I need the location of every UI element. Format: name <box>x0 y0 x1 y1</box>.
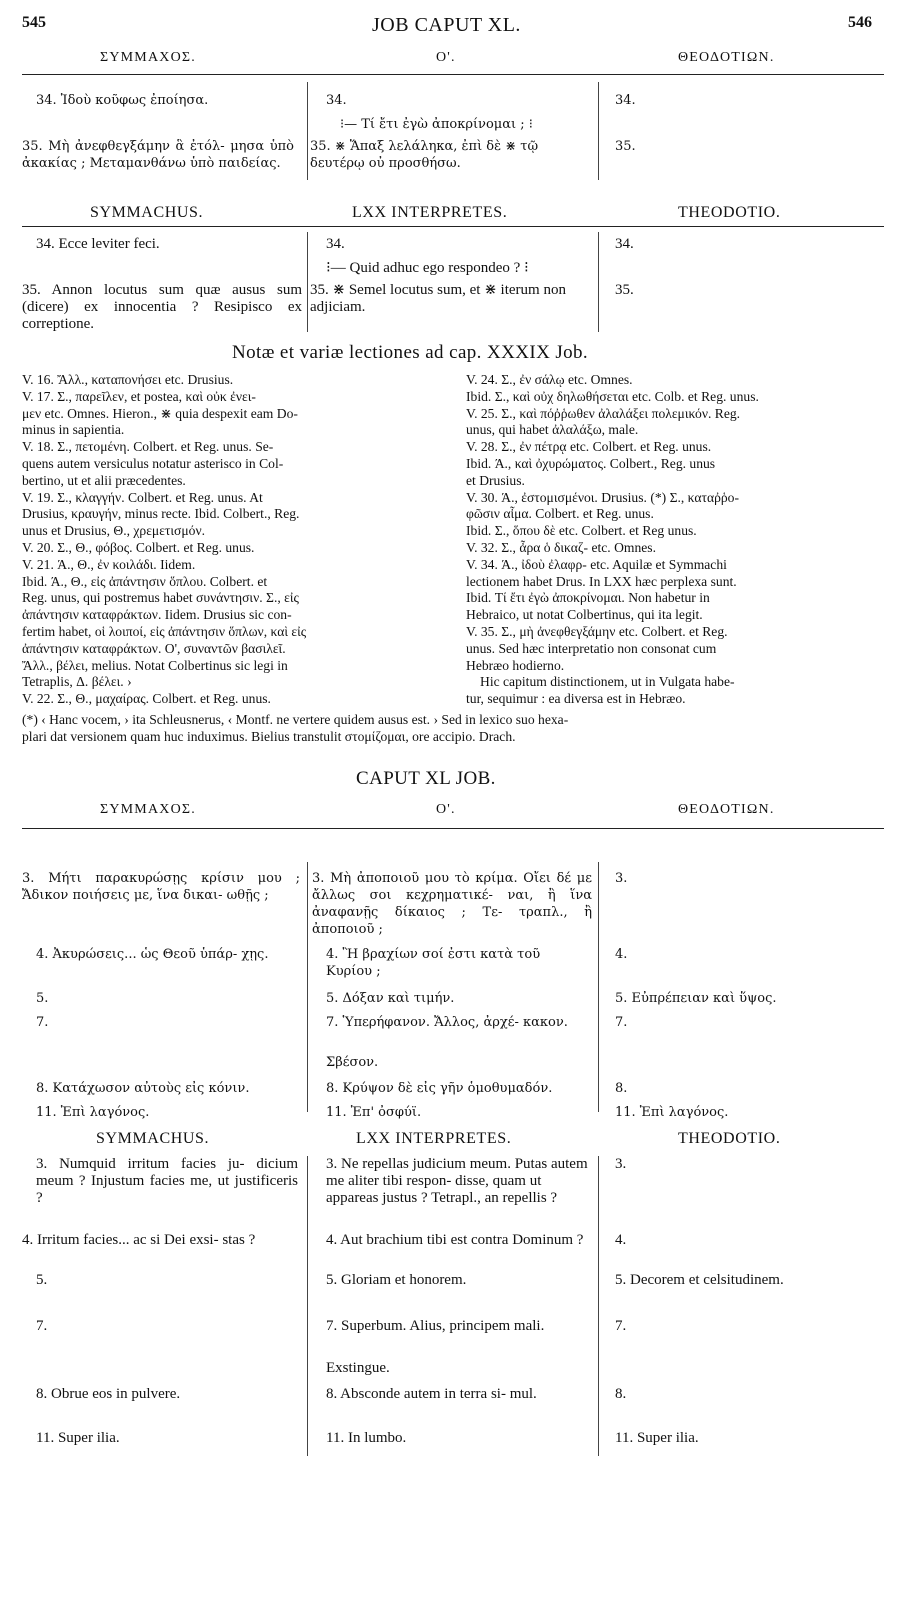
ch-verse-5-symmachus-greek: 5. <box>36 991 49 1006</box>
note-line: V. 22. Σ., Θ., μαχαίρας. Colbert. et Reg. unus. <box>22 691 271 707</box>
ch-verse-5-theodotion-latin: 5. Decorem et celsitudinem. <box>615 1272 784 1288</box>
page-number-left: 545 <box>22 14 46 31</box>
ch-verse-3-theodotion-greek: 3. <box>615 871 628 886</box>
ch-verse-4-lxx-latin: 4. Aut brachium tibi est contra Dominum ? <box>326 1232 584 1248</box>
col-head-theodotion-greek: ΘΕΟΔΟΤΙΩΝ. <box>678 802 775 817</box>
note-line: Hebraico, ut notat Colbertinus, qui ita legit. <box>466 607 703 623</box>
ch-verse-7-theodotion-greek: 7. <box>615 1015 628 1030</box>
verse-34-symmachus-latin: 34. Ecce leviter feci. <box>36 236 160 252</box>
verse-34-theodotion-latin: 34. <box>615 236 634 252</box>
ch-verse-11-theodotion-greek: 11. Ἐπὶ λαγόνος. <box>615 1105 729 1120</box>
ch-verse-4-symmachus-latin: 4. Irritum facies... ac si Dei exsi- stas ? <box>22 1232 256 1248</box>
note-line: Ibid. Σ., ὅπου δὲ etc. Colbert. et Reg unus. <box>466 523 697 539</box>
divider <box>22 74 884 75</box>
ch-verse-8-theodotion-latin: 8. <box>615 1386 627 1402</box>
column-rule <box>307 232 308 332</box>
ch-verse-7-lxx-latin: 7. Superbum. Alius, principem mali. <box>326 1318 545 1334</box>
ch-verse-11-symmachus-latin: 11. Super ilia. <box>36 1430 120 1446</box>
note-line: Ibid. Τί ἔτι ἐγὼ ἀποκρίνομαι. Non habetur in <box>466 590 710 606</box>
col-head-theodotion-greek: ΘΕΟΔΟΤΙΩΝ. <box>678 50 775 65</box>
note-line: quens autem versiculus notatur asterisco in Col- <box>22 455 284 471</box>
note-line: V. 19. Σ., κλαγγήν. Colbert. et Reg. unus. At <box>22 489 263 505</box>
note-line: lectionem habet Drus. In LXX hæc perplexa sunt. <box>466 573 737 589</box>
column-rule <box>307 862 308 1112</box>
col-head-theodotion-latin: THEODOTIO. <box>678 1130 781 1147</box>
note-line: unus et Drusius, Θ., χρεμετισμόν. <box>22 523 205 539</box>
ch-verse-4-theodotion-greek: 4. <box>615 947 628 962</box>
note-line: Drusius, κραυγήν, minus recte. Ibid. Colbert., Reg. <box>22 506 300 522</box>
note-line: et Drusius. <box>466 472 525 488</box>
ch-verse-8-lxx-latin: 8. Absconde autem in terra si- mul. <box>326 1386 537 1402</box>
ch-verse-7b-lxx-latin: Exstingue. <box>326 1360 390 1376</box>
ch-verse-3-theodotion-latin: 3. <box>615 1156 627 1172</box>
col-head-symmachus-greek: ΣΥΜΜΑΧΟΣ. <box>100 802 196 817</box>
ch-verse-7-symmachus-latin: 7. <box>36 1318 48 1334</box>
note-line: V. 30. Ά., ἐστομισμένοι. Drusius. (*) Σ., καταῤῥο- <box>466 489 740 505</box>
note-line: Ibid. Σ., καὶ οὐχ δηλωθήσεται etc. Colb. et Reg. unus. <box>466 388 759 404</box>
note-line: ἀπάντησιν καταφράκτων. Ο', συναντῶν βασιλεῖ. <box>22 640 286 656</box>
note-line: Tetraplis, Δ. βέλει. › <box>22 674 132 690</box>
verse-34b-lxx-latin: ⁝— Quid adhuc ego respondeo ? ⁝ <box>326 260 529 276</box>
verse-34-lxx-latin: 34. <box>326 236 345 252</box>
verse-35-symmachus-latin: 35. Annon locutus sum quæ ausus sum (dicere) ex innocentia ? Resipisco ex correptione. <box>22 282 302 332</box>
ch-verse-8-symmachus-latin: 8. Obrue eos in pulvere. <box>36 1386 181 1402</box>
note-line: fertim habet, οἱ λοιποί, εἰς ἀπάντησιν ὅπλων, καὶ εἰς <box>22 623 307 639</box>
verse-34-symmachus-greek: 34. Ἰδοὺ κοῦφως ἐποίησα. <box>36 93 209 108</box>
note-line: Reg. unus, qui postremus habet συνάντησιν. Σ., εἰς <box>22 590 299 606</box>
verse-35-lxx-greek: 35. ⋇ Ἅπαξ λελάληκα, ἐπὶ δὲ ⋇ τῷ δευτέρῳ οὐ προσθήσω. <box>310 139 539 171</box>
ch-verse-4-symmachus-greek: 4. Ἀκυρώσεις... ὡς Θεοῦ ὑπάρ- χῃς. <box>36 947 269 962</box>
col-head-symmachus-greek: ΣΥΜΜΑΧΟΣ. <box>100 50 196 65</box>
ch-verse-7-theodotion-latin: 7. <box>615 1318 627 1334</box>
note-line: Hic capitum distinctionem, ut in Vulgata habe- <box>480 674 735 690</box>
ch-verse-11-lxx-greek: 11. Ἐπ' ὀσφύϊ. <box>326 1105 422 1120</box>
verse-35-lxx-latin: 35. ⋇ Semel locutus sum, et ⋇ iterum non adjiciam. <box>310 282 566 315</box>
ch-verse-11-lxx-latin: 11. In lumbo. <box>326 1430 407 1446</box>
notes-left-column <box>22 372 452 708</box>
column-rule <box>307 1156 308 1456</box>
note-line: Ibid. Ά., Θ., εἰς ἀπάντησιν ὅπλου. Colbert. et <box>22 573 268 589</box>
ch-verse-3-lxx-greek: 3. Μὴ ἀποποιοῦ μου τὸ κρίμα. Οἴει δέ με ἄλλως σοι κεχρηματικέ- ναι, ἢ ἵνα ἀναφανῇς δίκαιος ; Τε- τραπλ., ἢ ἀποποιοῦ ; <box>312 871 592 937</box>
col-head-symmachus-latin: SYMMACHUS. <box>90 204 204 221</box>
note-line: unus. Sed hæc interpretatio non consonat cum <box>466 640 717 656</box>
running-title: JOB CAPUT XL. <box>372 14 521 36</box>
footnote-line: (*) ‹ Hanc vocem, › ita Schleusnerus, ‹ Montf. ne vertere quidem ausus est. › Sed in lexico suo hexa- <box>22 712 569 727</box>
note-line: Hebræo hodierno. <box>466 657 565 673</box>
verse-34-lxx-greek: 34. <box>326 93 347 108</box>
ch-verse-8-lxx-greek: 8. Κρύψον δὲ εἰς γῆν ὁμοθυμαδόν. <box>326 1081 553 1096</box>
col-head-lxx-latin: LXX INTERPRETES. <box>352 204 508 221</box>
note-line: μεν etc. Omnes. Hieron., ⋇ quia despexit eam Do- <box>22 405 298 421</box>
ch-verse-11-symmachus-greek: 11. Ἐπὶ λαγόνος. <box>36 1105 150 1120</box>
ch-verse-4-lxx-greek: 4. Ἢ βραχίων σοί ἐστι κατὰ τοῦ Κυρίου ; <box>326 947 541 979</box>
note-line: bertino, ut et alii præcedentes. <box>22 472 186 488</box>
col-head-lxx-greek: Ο'. <box>436 50 456 65</box>
ch-verse-5-lxx-greek: 5. Δόξαν καὶ τιμήν. <box>326 991 455 1006</box>
col-head-lxx-greek: Ο'. <box>436 802 456 817</box>
note-line: tur, sequimur : ea diversa est in Hebræo. <box>466 691 686 707</box>
note-line: V. 21. Ά., Θ., ἐν κοιλάδι. Iidem. <box>22 556 196 572</box>
divider <box>22 226 884 227</box>
notes-right-column <box>466 372 886 708</box>
note-line: V. 20. Σ., Θ., φόβος. Colbert. et Reg. unus. <box>22 539 255 555</box>
page-number-right: 546 <box>848 14 872 31</box>
footnote-line: plari dat versionem quam huc induximus. Bielius transtulit στομίζομαι, ore accipio. Drach. <box>22 728 516 744</box>
ch-verse-5-theodotion-greek: 5. Εὐπρέπειαν καὶ ὕψος. <box>615 991 777 1006</box>
ch-verse-7-lxx-greek: 7. Ὑπερήφανον. Ἄλλος, ἀρχέ- κακον. <box>326 1015 568 1030</box>
note-line: V. 35. Σ., μὴ ἀνεφθεγξάμην etc. Colbert. et Reg. <box>466 623 728 639</box>
verse-35-theodotion-latin: 35. <box>615 282 634 298</box>
ch-verse-8-symmachus-greek: 8. Κατάχωσον αὐτοὺς εἰς κόνιν. <box>36 1081 250 1096</box>
footnote <box>22 712 888 746</box>
col-head-theodotion-latin: THEODOTIO. <box>678 204 781 221</box>
ch-verse-4-theodotion-latin: 4. <box>615 1232 627 1248</box>
ch-verse-7b-lxx-greek: Σβέσον. <box>326 1055 379 1070</box>
ch-verse-3-lxx-latin: 3. Ne repellas judicium meum. Putas autem me aliter tibi respon- disse, quam ut appareas justus ? Tetrapl., an repellis ? <box>326 1156 588 1206</box>
note-line: V. 24. Σ., ἐν σάλῳ etc. Omnes. <box>466 372 633 387</box>
ch-verse-7-symmachus-greek: 7. <box>36 1015 49 1030</box>
column-rule <box>598 862 599 1112</box>
note-line: V. 17. Σ., παρεῖλεν, et postea, καὶ οὐκ ἐνει- <box>22 388 256 404</box>
ch-verse-3-symmachus-latin: 3. Numquid irritum facies ju- dicium meum ? Injustum facies me, ut justificeris ? <box>36 1156 298 1206</box>
note-line: V. 25. Σ., καὶ πόῤῥωθεν ἀλαλάξει πολεμικόν. Reg. <box>466 405 741 421</box>
note-line: V. 32. Σ., ἆρα ὁ δικαζ- etc. Omnes. <box>466 539 656 555</box>
ch-verse-5-lxx-latin: 5. Gloriam et honorem. <box>326 1272 467 1288</box>
column-rule <box>307 82 308 180</box>
column-rule <box>598 232 599 332</box>
ch-verse-5-symmachus-latin: 5. <box>36 1272 48 1288</box>
verse-34-theodotion-greek: 34. <box>615 93 636 108</box>
note-line: minus in sapientia. <box>22 422 125 438</box>
note-line: Ibid. Ά., καὶ ὀχυρώματος. Colbert., Reg. unus <box>466 455 716 471</box>
note-line: V. 18. Σ., πετομένη. Colbert. et Reg. unus. Se- <box>22 439 274 455</box>
col-head-symmachus-latin: SYMMACHUS. <box>96 1130 210 1147</box>
verse-34b-lxx-greek: ⁝— Τί ἔτι ἐγὼ ἀποκρίνομαι ; ⁝ <box>340 117 533 132</box>
divider <box>22 828 884 829</box>
ch-verse-8-theodotion-greek: 8. <box>615 1081 628 1096</box>
ch-verse-3-symmachus-greek: 3. Μήτι παρακυρώσῃς κρίσιν μου ; Ἄδικον ποιήσεις με, ἵνα δικαι- ωθῇς ; <box>22 871 300 903</box>
chapter-title: CAPUT XL JOB. <box>356 768 496 789</box>
note-line: V. 28. Σ., ἐν πέτρᾳ etc. Colbert. et Reg. unus. <box>466 439 712 455</box>
note-line: V. 34. Ά., ἰδοὺ ἐλαφρ- etc. Aquilæ et Symmachi <box>466 556 727 572</box>
verse-35-symmachus-greek: 35. Μὴ ἀνεφθεγξάμην ἃ ἐτόλ- μησα ὑπὸ ἀκακίας ; Μεταμανθάνω ὑπὸ παιδείας. <box>22 139 294 171</box>
note-line: V. 16. Ἄλλ., καταπονήσει etc. Drusius. <box>22 372 234 387</box>
verse-35-theodotion-greek: 35. <box>615 139 636 154</box>
notes-title: Notæ et variæ lectiones ad cap. XXXIX Job. <box>232 342 589 363</box>
note-line: φῶσιν αἷμα. Colbert. et Reg. unus. <box>466 506 654 522</box>
note-line: unus, qui habet ἀλαλάξω, male. <box>466 422 639 438</box>
col-head-lxx-latin: LXX INTERPRETES. <box>356 1130 512 1147</box>
note-line: Ἄλλ., βέλει, melius. Notat Colbertinus sic legi in <box>22 657 288 673</box>
note-line: ἀπάντησιν καταφράκτων. Iidem. Drusius sic con- <box>22 607 292 623</box>
ch-verse-11-theodotion-latin: 11. Super ilia. <box>615 1430 699 1446</box>
column-rule <box>598 1156 599 1456</box>
